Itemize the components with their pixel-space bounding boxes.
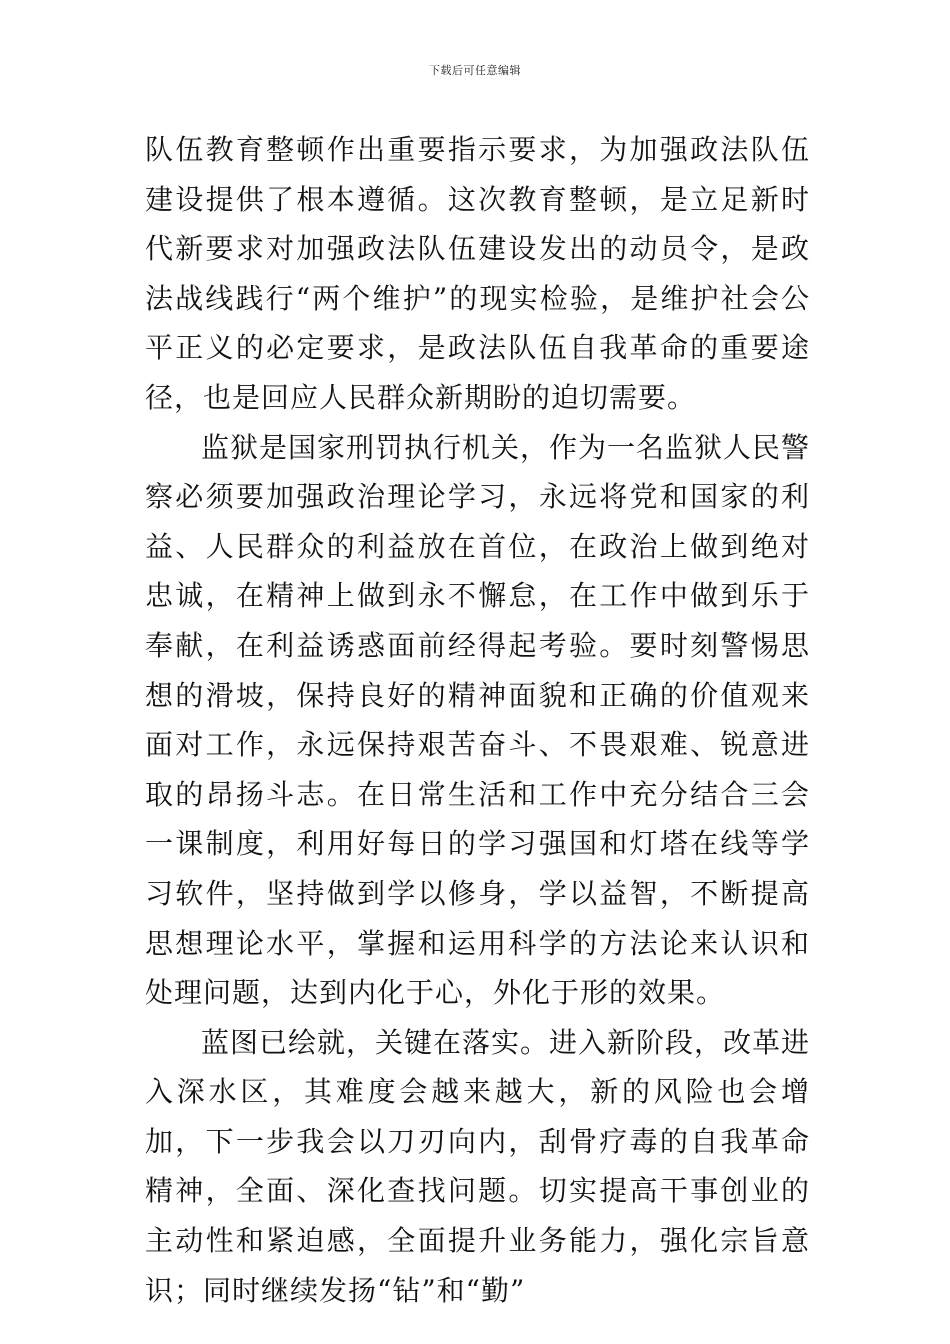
paragraph-1: 队伍教育整顿作出重要指示要求，为加强政法队伍建设提供了根本遵循。这次教育整顿，是立足新时代新要求对加强政法队伍建设发出的动员令，是政法战线践行“两个维护”的现实检验，是维护社会公平正义的必定要求，是政法队伍自我革命的重要途径，也是回应人民群众新期盼的迫切需要。 <box>145 133 810 414</box>
document-body <box>145 125 810 1315</box>
paragraph-2: 监狱是国家刑罚执行机关，作为一名监狱人民警察必须要加强政治理论学习，永远将党和国家的利益、人民群众的利益放在首位，在政治上做到绝对忠诚，在精神上做到永不懈怠，在工作中做到乐于奉献，在利益诱惑面前经得起考验。要时刻警惕思想的滑坡，保持良好的精神面貌和正确的价值观来面对工作，永远保持艰苦奋斗、不畏艰难、锐意进取的昂扬斗志。在日常生活和工作中充分结合三会一课制度，利用好每日的学习强国和灯塔在线等学习软件，坚持做到学以修身，学以益智，不断提高思想理论水平，掌握和运用科学的方法论来认识和处理问题，达到内化于心，外化于形的效果。 <box>145 430 811 1010</box>
page-header: 下载后可任意编辑 <box>429 64 521 77</box>
paragraph-3: 蓝图已绘就，关键在落实。进入新阶段，改革进入深水区，其难度会越来越大，新的风险也会增加，下一步我会以刀刃向内，刮骨疗毒的自我革命精神，全面、深化查找问题。切实提高干事创业的主动性和紧迫感，全面提升业务能力，强化宗旨意识；同时继续发扬“钻”和“勤” <box>145 1025 811 1307</box>
